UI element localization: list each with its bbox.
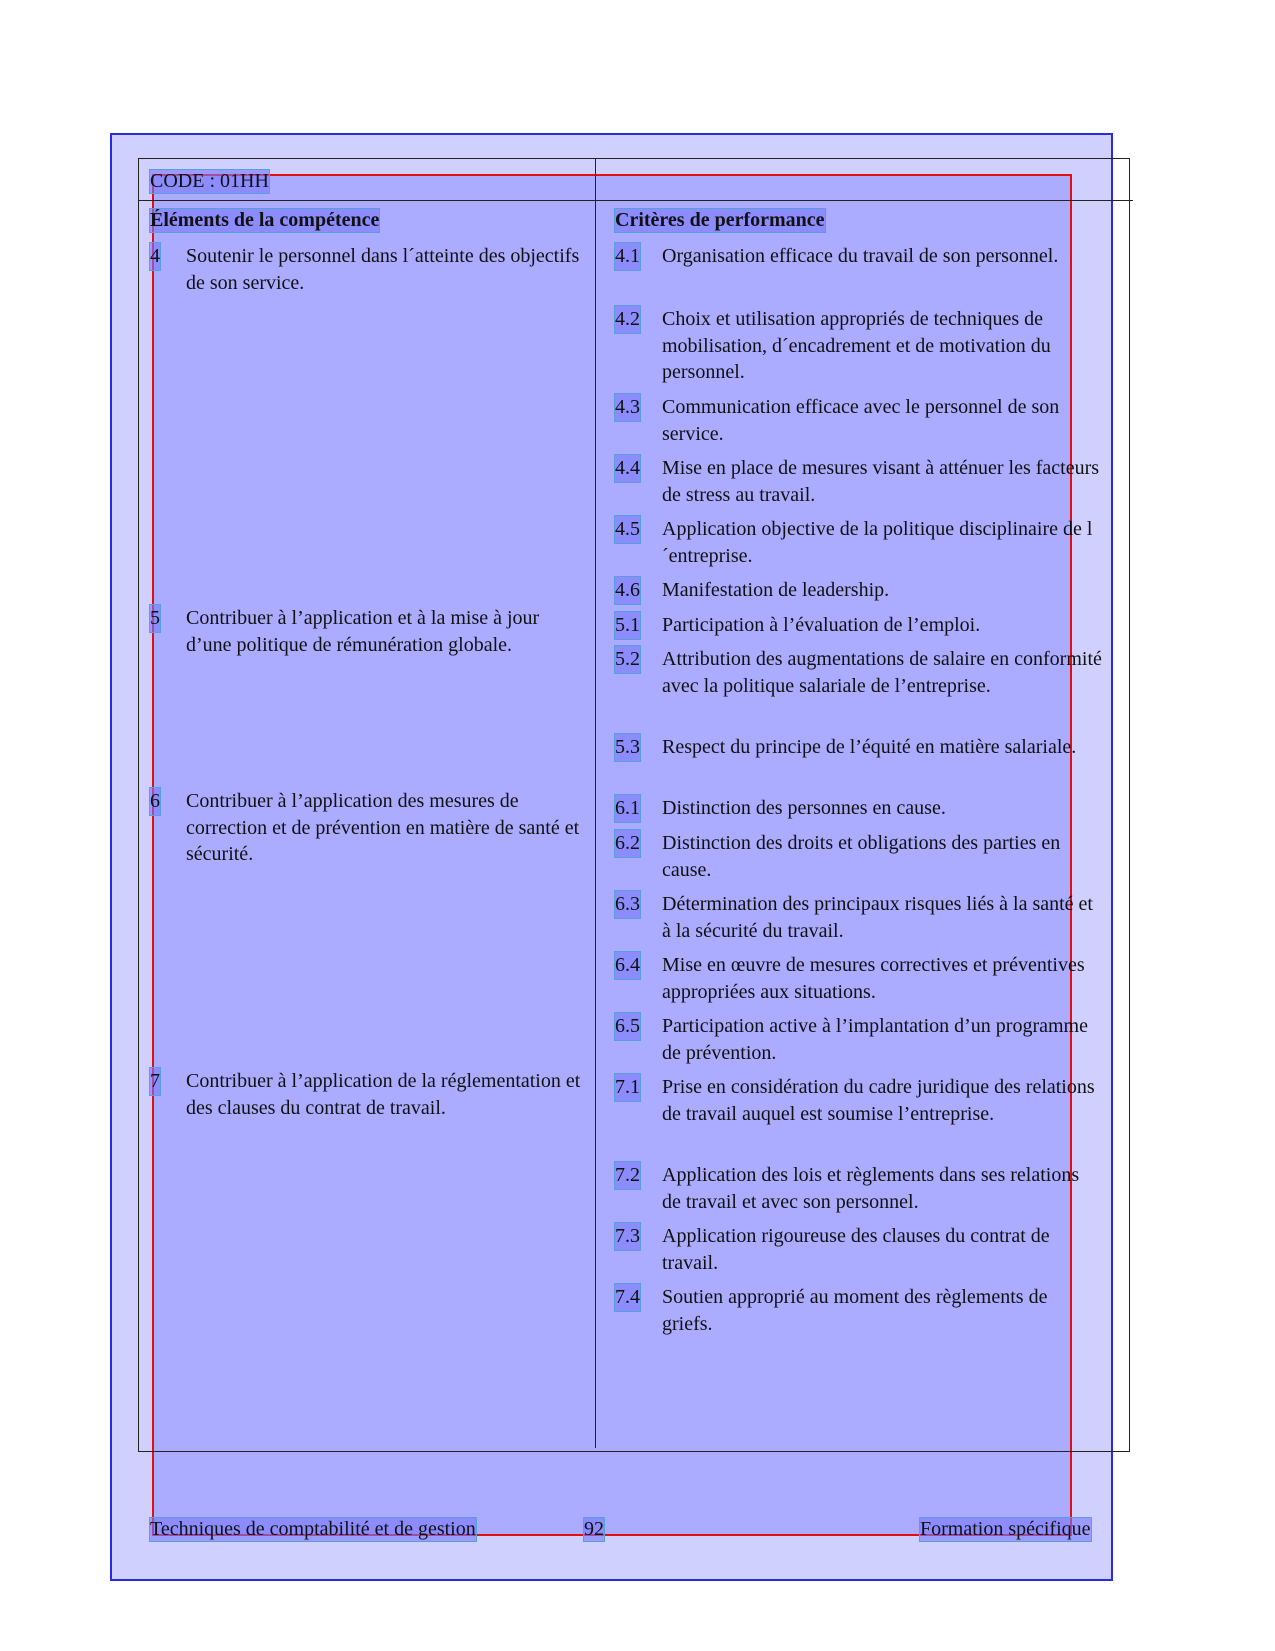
criterion-number: 4.4 (615, 455, 640, 482)
criterion-text: Mise en place de mesures visant à atténuer les facteurs de stress au travail. (662, 457, 1100, 506)
criterion-text: Mise en œuvre de mesures correctives et préventives appropriées aux situations. (662, 954, 1085, 1003)
criterion-number: 6.1 (615, 795, 640, 822)
criterion-text: Prise en considération du cadre juridique des relations de travail auquel est soumise l’entreprise. (662, 1076, 1095, 1125)
criterion-number: 6.4 (615, 952, 640, 979)
criterion-text: Respect du principe de l’équité en matière salariale. (662, 736, 1077, 758)
criterion-number: 4.5 (615, 516, 640, 543)
element-text: Contribuer à l’application et à la mise à jour d’une politique de rémunération globale. (186, 607, 540, 656)
criterion-number: 4.2 (615, 306, 640, 333)
criterion-number: 5.3 (615, 734, 640, 761)
criterion-text: Participation à l’évaluation de l’emploi. (662, 614, 981, 636)
criterion-number: 7.4 (615, 1284, 640, 1311)
code-label: CODE : 01HH (150, 170, 269, 192)
element-number: 7 (150, 1068, 160, 1095)
criterion-number: 6.5 (615, 1013, 640, 1040)
criterion-number: 7.1 (615, 1074, 640, 1101)
criterion-text: Détermination des principaux risques liés à la santé et à la sécurité du travail. (662, 893, 1093, 942)
criteria-column-header: Critères de performance (615, 209, 825, 231)
criterion-text: Application objective de la politique disciplinaire de l´entreprise. (662, 518, 1093, 567)
element-text: Contribuer à l’application des mesures de correction et de prévention en matière de santé et sécurité. (186, 790, 580, 865)
criterion-number: 5.2 (615, 646, 640, 673)
criterion-number: 5.1 (615, 612, 640, 639)
footer-program-title: Techniques de comptabilité et de gestion (150, 1518, 476, 1540)
criterion-text: Participation active à l’implantation d’un programme de prévention. (662, 1015, 1088, 1064)
column-divider (595, 158, 596, 1448)
element-text: Contribuer à l’application de la réglementation et des clauses du contrat de travail. (186, 1070, 581, 1119)
elements-column-header: Éléments de la compétence (150, 209, 380, 231)
criterion-text: Soutien approprié au moment des règlements de griefs. (662, 1286, 1048, 1335)
criterion-number: 6.2 (615, 830, 640, 857)
criterion-text: Distinction des droits et obligations des parties en cause. (662, 832, 1061, 881)
criterion-number: 7.3 (615, 1223, 640, 1250)
criterion-number: 4.1 (615, 243, 640, 270)
element-number: 6 (150, 788, 160, 815)
element-text: Soutenir le personnel dans l´atteinte des objectifs de son service. (186, 245, 580, 294)
criterion-number: 6.3 (615, 891, 640, 918)
criterion-number: 4.3 (615, 394, 640, 421)
criterion-text: Application des lois et règlements dans ses relations de travail et avec son personnel. (662, 1164, 1080, 1213)
criterion-text: Manifestation de leadership. (662, 579, 890, 601)
criterion-text: Communication efficace avec le personnel de son service. (662, 396, 1060, 445)
criterion-number: 7.2 (615, 1162, 640, 1189)
criterion-text: Distinction des personnes en cause. (662, 797, 946, 819)
criterion-text: Choix et utilisation appropriés de techniques de mobilisation, d´encadrement et de motivation du personnel. (662, 308, 1051, 383)
criterion-text: Application rigoureuse des clauses du contrat de travail. (662, 1225, 1050, 1274)
criterion-text: Attribution des augmentations de salaire en conformité avec la politique salariale de l’entreprise. (662, 648, 1102, 697)
element-number: 4 (150, 243, 160, 270)
criterion-number: 4.6 (615, 577, 640, 604)
page-number: 92 (584, 1518, 604, 1540)
header-divider (138, 200, 1133, 201)
criterion-text: Organisation efficace du travail de son personnel. (662, 245, 1059, 267)
footer-section-label: Formation spécifique (920, 1518, 1091, 1540)
element-number: 5 (150, 605, 160, 632)
